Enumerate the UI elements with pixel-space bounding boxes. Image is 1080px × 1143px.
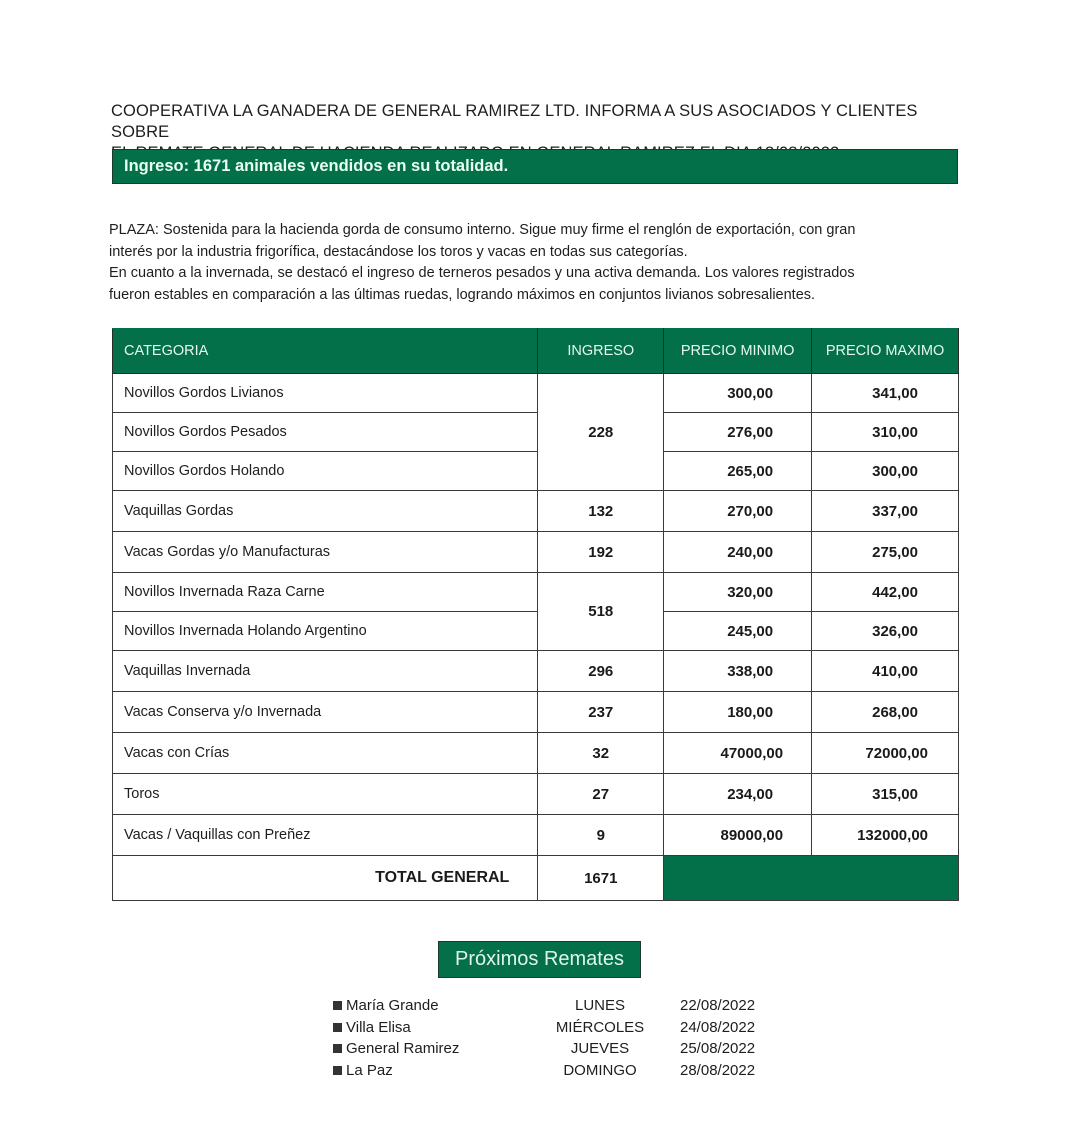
- table-row: [113, 774, 959, 815]
- list-item: [332, 995, 772, 1017]
- precio-minimo-cell: 240,00: [664, 532, 812, 573]
- ingreso-cell: 192: [538, 532, 664, 573]
- remate-date: 25/08/2022: [680, 1040, 756, 1057]
- categoria-cell: Novillos Gordos Holando: [113, 452, 538, 491]
- precio-maximo-cell: 337,00: [812, 491, 959, 532]
- ingreso-cell: 132: [538, 491, 664, 532]
- precio-maximo-cell: 315,00: [812, 774, 959, 815]
- plaza-line-2: interés por la industria frigorífica, destacándose los toros y vacas en todas sus categorías.: [109, 243, 688, 260]
- header-precio-minimo: PRECIO MINIMO: [664, 329, 812, 374]
- ingreso-cell: 518: [538, 573, 664, 651]
- categoria-cell: Novillos Gordos Pesados: [113, 413, 538, 452]
- remate-date: 24/08/2022: [680, 1018, 756, 1036]
- categoria-cell: Toros: [113, 774, 538, 815]
- table-row: [113, 491, 959, 532]
- ingreso-cell: 228: [538, 374, 664, 491]
- categoria-cell: Vaquillas Invernada: [113, 651, 538, 692]
- remate-day: JUEVES: [570, 1040, 630, 1057]
- total-row: [113, 856, 959, 901]
- ingreso-cell: 296: [538, 651, 664, 692]
- categoria-cell: Vacas / Vaquillas con Preñez: [113, 815, 538, 856]
- header-categoria: CATEGORIA: [113, 329, 538, 374]
- list-item: [332, 1017, 772, 1039]
- remate-place: María Grande: [346, 997, 439, 1014]
- precio-minimo-cell: 89000,00: [664, 815, 812, 856]
- table-header-row: [113, 329, 959, 374]
- precio-minimo-cell: 47000,00: [664, 733, 812, 774]
- plaza-line-3: En cuanto a la invernada, se destacó el ingreso de terneros pesados y una activa demanda. Los valores registrados: [109, 265, 855, 281]
- precio-maximo-cell: 275,00: [812, 532, 959, 573]
- precio-maximo-cell: 326,00: [812, 612, 959, 651]
- precio-maximo-cell: 442,00: [812, 573, 959, 612]
- table-row: [113, 374, 959, 413]
- precio-maximo-cell: 132000,00: [812, 815, 959, 856]
- categoria-cell: Vaquillas Gordas: [113, 491, 538, 532]
- table-row: [113, 413, 959, 452]
- table-row: [113, 733, 959, 774]
- precio-minimo-cell: 276,00: [664, 413, 812, 452]
- precio-minimo-cell: 270,00: [664, 491, 812, 532]
- categoria-cell: Vacas con Crías: [113, 733, 538, 774]
- remate-day: MIÉRCOLES: [555, 1018, 645, 1036]
- proximos-remates-title: Próximos Remates: [438, 941, 641, 978]
- remate-day: LUNES: [574, 997, 626, 1014]
- plaza-line-1: PLAZA: Sostenida para la hacienda gorda de consumo interno. Sigue muy firme el renglón de exportación, con gran: [109, 222, 856, 238]
- square-bullet-icon: [333, 1044, 342, 1053]
- ingreso-banner: Ingreso: 1671 animales vendidos en su totalidad.: [112, 149, 958, 184]
- plaza-report: [109, 220, 929, 306]
- remate-date: 22/08/2022: [680, 997, 756, 1014]
- table-row: [113, 651, 959, 692]
- intro-line-1: COOPERATIVA LA GANADERA DE GENERAL RAMIREZ LTD. INFORMA A SUS ASOCIADOS Y CLIENTES SOBRE: [111, 102, 918, 141]
- remate-day: DOMINGO: [563, 1061, 637, 1079]
- precio-maximo-cell: 300,00: [812, 452, 959, 491]
- precio-maximo-cell: 410,00: [812, 651, 959, 692]
- table-row: [113, 452, 959, 491]
- ingreso-cell: 237: [538, 692, 664, 733]
- plaza-line-4: fueron estables en comparación a las últimas ruedas, logrando máximos en conjuntos livianos sobresalientes.: [109, 286, 816, 303]
- precio-minimo-cell: 180,00: [664, 692, 812, 733]
- table-row: [113, 692, 959, 733]
- precio-maximo-cell: 72000,00: [812, 733, 959, 774]
- header-ingreso: INGRESO: [538, 329, 664, 374]
- categoria-cell: Vacas Gordas y/o Manufacturas: [113, 532, 538, 573]
- precio-maximo-cell: 268,00: [812, 692, 959, 733]
- remate-place: Villa Elisa: [346, 1018, 411, 1036]
- categoria-cell: Novillos Gordos Livianos: [113, 374, 538, 413]
- ingreso-cell: 9: [538, 815, 664, 856]
- total-label: TOTAL GENERAL: [113, 856, 538, 901]
- square-bullet-icon: [333, 1066, 342, 1075]
- table-row: [113, 532, 959, 573]
- total-fill-block: [664, 856, 959, 901]
- precio-minimo-cell: 300,00: [664, 374, 812, 413]
- remate-place: General Ramirez: [346, 1040, 460, 1057]
- table-row: [113, 573, 959, 612]
- remate-date: 28/08/2022: [680, 1061, 756, 1079]
- prices-table: [112, 328, 959, 901]
- remate-place: La Paz: [346, 1061, 393, 1079]
- table-row: [113, 815, 959, 856]
- list-item: [332, 1060, 772, 1082]
- categoria-cell: Novillos Invernada Raza Carne: [113, 573, 538, 612]
- precio-maximo-cell: 310,00: [812, 413, 959, 452]
- precio-minimo-cell: 245,00: [664, 612, 812, 651]
- precio-maximo-cell: 341,00: [812, 374, 959, 413]
- ingreso-cell: 27: [538, 774, 664, 815]
- table-row: [113, 612, 959, 651]
- proximos-remates-list: [332, 995, 772, 1081]
- precio-minimo-cell: 320,00: [664, 573, 812, 612]
- precio-minimo-cell: 234,00: [664, 774, 812, 815]
- categoria-cell: Vacas Conserva y/o Invernada: [113, 692, 538, 733]
- precio-minimo-cell: 338,00: [664, 651, 812, 692]
- list-item: [332, 1038, 772, 1060]
- total-value: 1671: [538, 856, 664, 901]
- header-precio-maximo: PRECIO MAXIMO: [812, 329, 959, 374]
- ingreso-cell: 32: [538, 733, 664, 774]
- square-bullet-icon: [333, 1023, 342, 1032]
- categoria-cell: Novillos Invernada Holando Argentino: [113, 612, 538, 651]
- square-bullet-icon: [333, 1001, 342, 1010]
- precio-minimo-cell: 265,00: [664, 452, 812, 491]
